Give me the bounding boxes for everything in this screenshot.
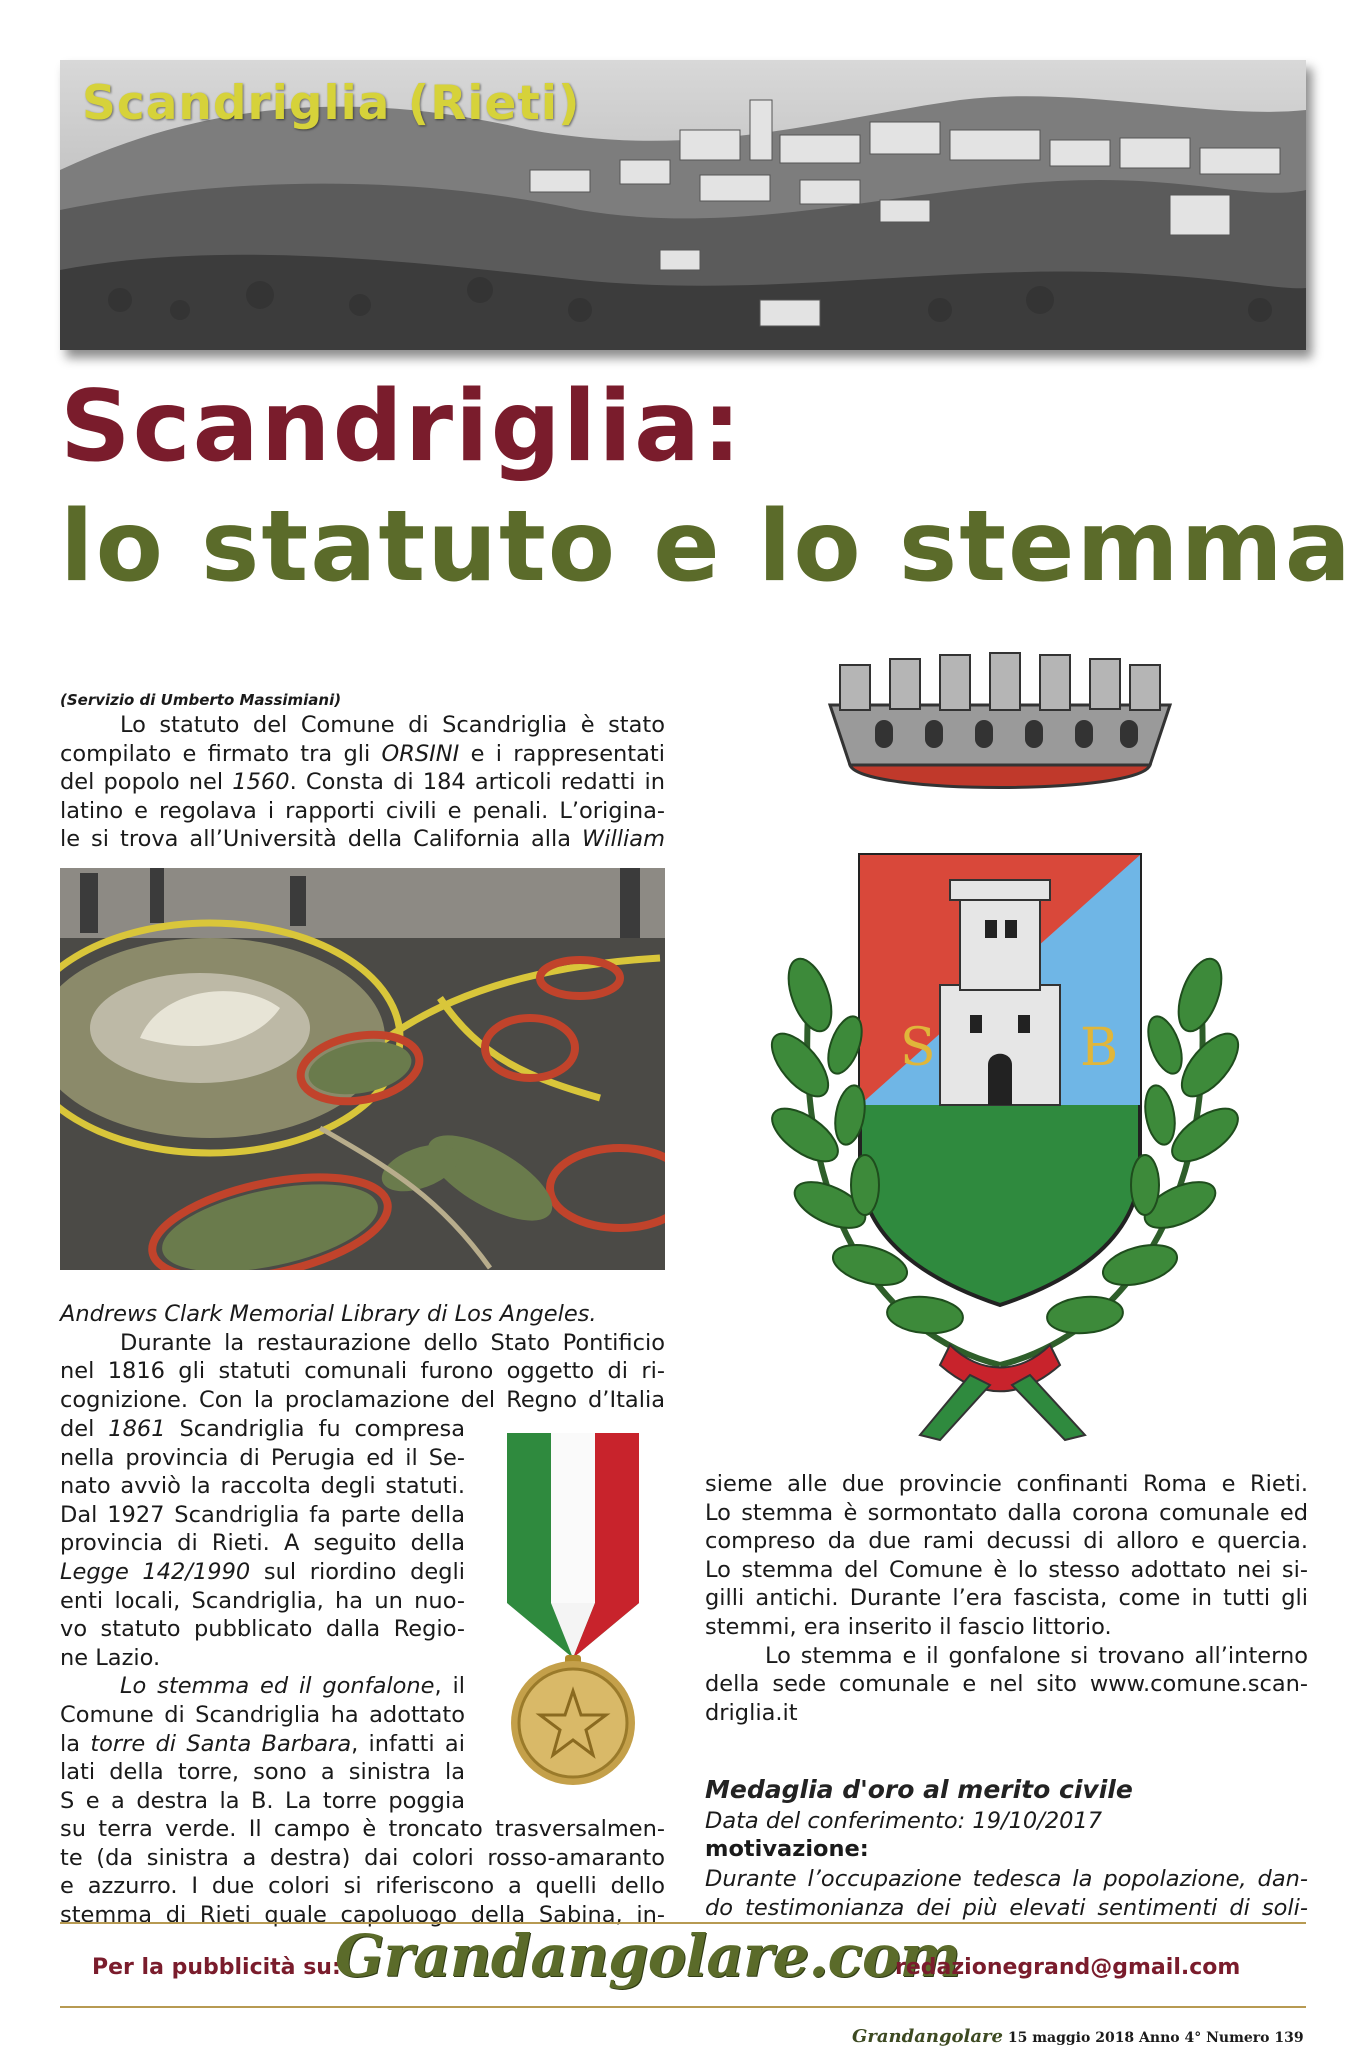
footer-brand-logo[interactable]: Grandangolare.com [335,1922,961,1990]
article-paragraph-1 [60,711,665,854]
text-line: Comune di Scandriglia ha adottato [60,1701,465,1728]
text-line: compilato e firmato tra gli ORSINI e i rappresentati [60,740,665,767]
footer-bottom-rule [60,2006,1306,2008]
text-line: su terra verde. Il campo è troncato trasversalmen- [60,1816,665,1842]
text-line: gilli antichi. Durante l’era fascista, come in tutti gli [705,1585,1308,1612]
text-line: e azzurro. I due colori si riferiscono a quelli dello [60,1873,665,1900]
issue-info [852,2026,1304,2047]
text-line: S e a destra la B. La torre poggia [60,1787,465,1814]
headline-line-2: lo statuto e lo stemma [60,490,1353,604]
text-line: Lo stemma è sormontato dalla corona comunale ed [705,1499,1308,1526]
text-line: Legge 142/1990 sul riordino degli [60,1558,465,1585]
article-paragraph-2-narrow [60,1415,465,1815]
medal-award-date: Data del conferimento: 19/10/2017 [705,1808,1103,1834]
text-line: compreso da due rami decussi di alloro e quercia. [705,1528,1308,1555]
text-line: Durante l’occupazione tedesca la popolazione, dan- [705,1866,1308,1892]
medal-award-title: Medaglia d'oro al merito civile [705,1775,1133,1804]
text-line: del 1861 Scandriglia fu compresa [60,1416,465,1442]
letter-s: S [900,1018,936,1078]
text-line: lati della torre, sono a sinistra la [60,1759,465,1786]
location-title: Scandriglia (Rieti) [82,76,581,131]
letter-b: B [1080,1018,1119,1078]
text-line: ne Lazio. [60,1644,161,1671]
footer-email-link[interactable]: redazionegrand@gmail.com [895,1955,1241,1980]
text-line: la torre di Santa Barbara, infatti ai [60,1730,465,1757]
issue-magazine-name: Grandangolare [852,2026,1003,2047]
text-line: stemma di Rieti quale capoluogo della Sabina, in- [60,1901,665,1928]
text-line: del popolo nel 1560. Consta di 184 articoli redatti in [60,769,665,796]
text-line: nella provincia di Perugia ed il Se- [60,1444,465,1471]
medal-motivation-text [705,1865,1308,1922]
issue-date-number: 15 maggio 2018 Anno 4° Numero 139 [1007,2030,1304,2046]
article-paragraph-3 [60,1815,665,1929]
text-line: Lo stemma ed il gonfalone, il [120,1673,466,1700]
text-line: provincia di Rieti. A seguito della [60,1530,465,1557]
text-line: Lo statuto del Comune di Scandriglia è stato [120,712,665,738]
ribbon-icon [920,1345,1085,1440]
flower-carpet-photo [60,868,665,1270]
text-line: nel 1816 gli statuti comunali furono oggetto di ri- [60,1358,665,1385]
article-paragraph-2 [60,1300,665,1414]
medal-motivation-label: motivazione: [705,1836,869,1862]
text-line: sieme alle due provincie confinanti Roma e Rieti. [705,1471,1308,1497]
text-line: vo statuto pubblicato dalla Regio- [60,1616,465,1643]
footer-ad-label: Per la pubblicità su: [92,1955,341,1980]
shield-icon [860,855,1140,1305]
coat-of-arms-image [700,645,1310,1445]
text-line: driglia.it [705,1699,798,1726]
text-line: cognizione. Con la proclamazione del Regno d’Italia [60,1386,665,1413]
text-line: nato avviò la raccolta degli statuti. [60,1473,465,1500]
text-line: Andrews Clark Memorial Library di Los Angeles. [60,1301,597,1327]
text-line: do testimonianza dei più elevati sentimenti di soli- [705,1894,1308,1921]
text-line: Lo stemma e il gonfalone si trovano all’interno [765,1642,1308,1669]
text-line: Lo stemma del Comune è lo stesso adottato nei si- [705,1556,1308,1583]
text-line: Durante la restaurazione dello Stato Pontificio [120,1329,665,1356]
text-line: enti locali, Scandriglia, ha un nuo- [60,1587,465,1614]
crown-icon [830,653,1170,788]
headline-line-1: Scandriglia: [60,370,744,484]
text-line: della sede comunale e nel sito www.comune.scan- [705,1671,1308,1698]
text-line: latino e regolava i rapporti civili e penali. L’origina- [60,797,665,824]
gold-medal-image [495,1433,655,1793]
text-line: stemmi, era inserito il fascio littorio. [705,1613,1112,1640]
byline: (Servizio di Umberto Massimiani) [60,691,342,709]
text-line: te (da sinistra a destra) dai colori rosso-amaranto [60,1844,665,1871]
header-photo-banner [60,60,1306,350]
text-line: le si trova all’Università della California alla William [60,826,665,853]
article-paragraph-4 [705,1470,1308,1727]
text-line: Dal 1927 Scandriglia fa parte della [60,1501,465,1528]
